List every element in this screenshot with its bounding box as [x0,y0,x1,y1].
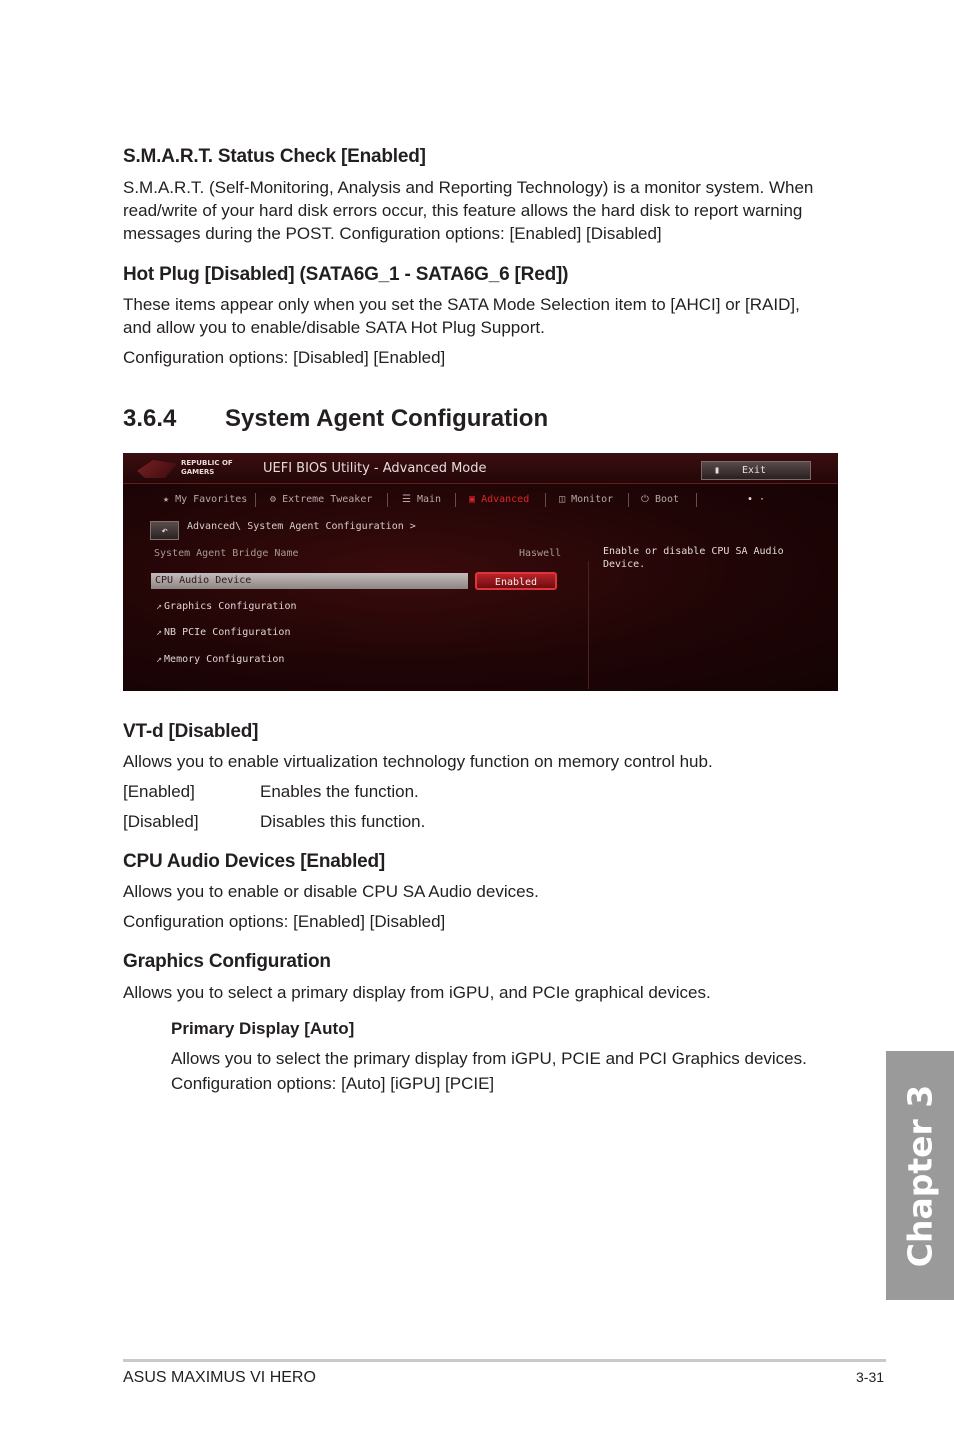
primary-display-heading: Primary Display [Auto] [171,1019,355,1038]
bios-tab-monitor[interactable] [559,494,613,505]
hotplug-desc-line1: These items appear only when you set the SATA Mode Selection item to [AHCI] or [RAID], [123,295,800,314]
list-icon: ☰ [402,494,411,505]
footer-divider [123,1359,886,1362]
bios-tab-label: Main [417,494,442,505]
bios-submenu-nb-pcie[interactable] [156,627,290,638]
smart-desc-line3: messages during the POST. Configuration options: [Enabled] [Disabled] [123,224,662,243]
power-icon: ⏻ [641,494,649,505]
primary-display-desc-line2: Configuration options: [Auto] [iGPU] [PCIE] [171,1074,495,1093]
bios-back-button[interactable] [150,521,179,540]
bios-tab-main[interactable] [402,494,441,505]
rog-logo-line2: GAMERS [181,468,215,476]
exit-icon: ▮ [714,465,721,476]
bios-title: UEFI BIOS Utility - Advanced Mode [263,461,487,476]
vtd-option2-value: Disables this function. [260,812,426,831]
bios-screenshot [123,453,838,691]
bios-divider [588,561,589,689]
bios-tab-label: Monitor [571,494,614,505]
bios-exit-button[interactable] [701,461,811,480]
primary-display-desc-line1: Allows you to select the primary display from iGPU, PCIE and PCI Graphics devices. [171,1049,807,1068]
tweaker-icon: ⚙ [270,494,277,505]
bios-bridge-value: Haswell [519,548,562,559]
smart-desc-line2: read/write of your hard disk errors occur, this feature allows the hard disk to report warning [123,201,803,220]
bios-breadcrumb: Advanced\ System Agent Configuration > [187,521,416,532]
bios-tab-label: Boot [654,494,680,505]
cpu-audio-options: Configuration options: [Enabled] [Disabled] [123,912,446,931]
monitor-icon: ◫ [559,494,566,505]
section-title: System Agent Configuration [225,405,549,432]
hotplug-desc-line2: and allow you to enable/disable SATA Hot Plug Support. [123,318,545,337]
bios-selected-item[interactable] [151,573,468,589]
cpu-audio-desc: Allows you to enable or disable CPU SA Audio devices. [123,882,539,901]
vtd-option1-key: [Enabled] [123,782,195,801]
bios-exit-label: Exit [742,465,767,476]
chapter-tab [886,1051,954,1300]
bios-tab-extreme-tweaker[interactable] [270,494,372,505]
bios-submenu-label: NB PCIe Configuration [164,627,291,638]
bios-submenu-label: Graphics Configuration [164,601,297,612]
bios-tab-label: Extreme Tweaker [282,494,373,505]
rog-eye-icon [137,460,177,478]
chapter-label: Chapter 3 [900,1084,940,1267]
submenu-arrow-icon: ↗ [156,627,163,638]
bios-tab-my-favorites[interactable] [163,494,247,505]
bios-submenu-label: Memory Configuration [164,654,285,665]
bios-help-text [603,545,803,571]
bios-bridge-label: System Agent Bridge Name [154,548,299,559]
bios-submenu-graphics[interactable] [156,601,296,612]
graphics-desc: Allows you to select a primary display from iGPU, and PCIe graphical devices. [123,983,711,1002]
back-arrow-icon: ↶ [161,524,168,537]
hotplug-heading: Hot Plug [Disabled] (SATA6G_1 - SATA6G_6 [Red]) [123,264,569,285]
bios-tab-label: My Favorites [175,494,248,505]
hotplug-options: Configuration options: [Disabled] [Enabled] [123,348,446,367]
footer-product: ASUS MAXIMUS VI HERO [123,1369,316,1386]
cpu-audio-heading: CPU Audio Devices [Enabled] [123,851,386,872]
vtd-option1-value: Enables the function. [260,782,419,801]
graphics-heading: Graphics Configuration [123,951,331,972]
bios-selected-label: CPU Audio Device [155,575,252,586]
rog-logo [133,457,255,481]
bios-title-bar [123,453,838,484]
advanced-icon: ▣ [469,494,476,505]
bios-help-line1: Enable or disable CPU SA Audio [603,546,784,557]
vtd-heading: VT-d [Disabled] [123,721,259,742]
vtd-option2-key: [Disabled] [123,812,199,831]
rog-logo-line1: REPUBLIC OF [181,459,233,467]
bios-tab-boot[interactable] [641,494,679,505]
footer-page-number: 3-31 [856,1369,885,1385]
bios-enabled-dropdown[interactable]: Enabled [475,572,557,590]
bios-tab-label: Advanced [481,494,530,505]
scroll-dots-icon[interactable]: • · [747,494,766,505]
smart-desc-line1: S.M.A.R.T. (Self-Monitoring, Analysis and Reporting Technology) is a monitor system. When [123,178,814,197]
bios-nav-bar [123,489,838,511]
vtd-desc: Allows you to enable virtualization technology function on memory control hub. [123,752,713,771]
smart-heading: S.M.A.R.T. Status Check [Enabled] [123,146,426,167]
submenu-arrow-icon: ↗ [156,601,163,612]
bios-help-line2: Device. [603,559,646,570]
bios-submenu-memory[interactable] [156,654,284,665]
star-icon: ★ [163,494,170,505]
section-number: 3.6.4 [123,405,177,432]
bios-tab-advanced[interactable] [469,494,529,505]
submenu-arrow-icon: ↗ [156,654,163,665]
